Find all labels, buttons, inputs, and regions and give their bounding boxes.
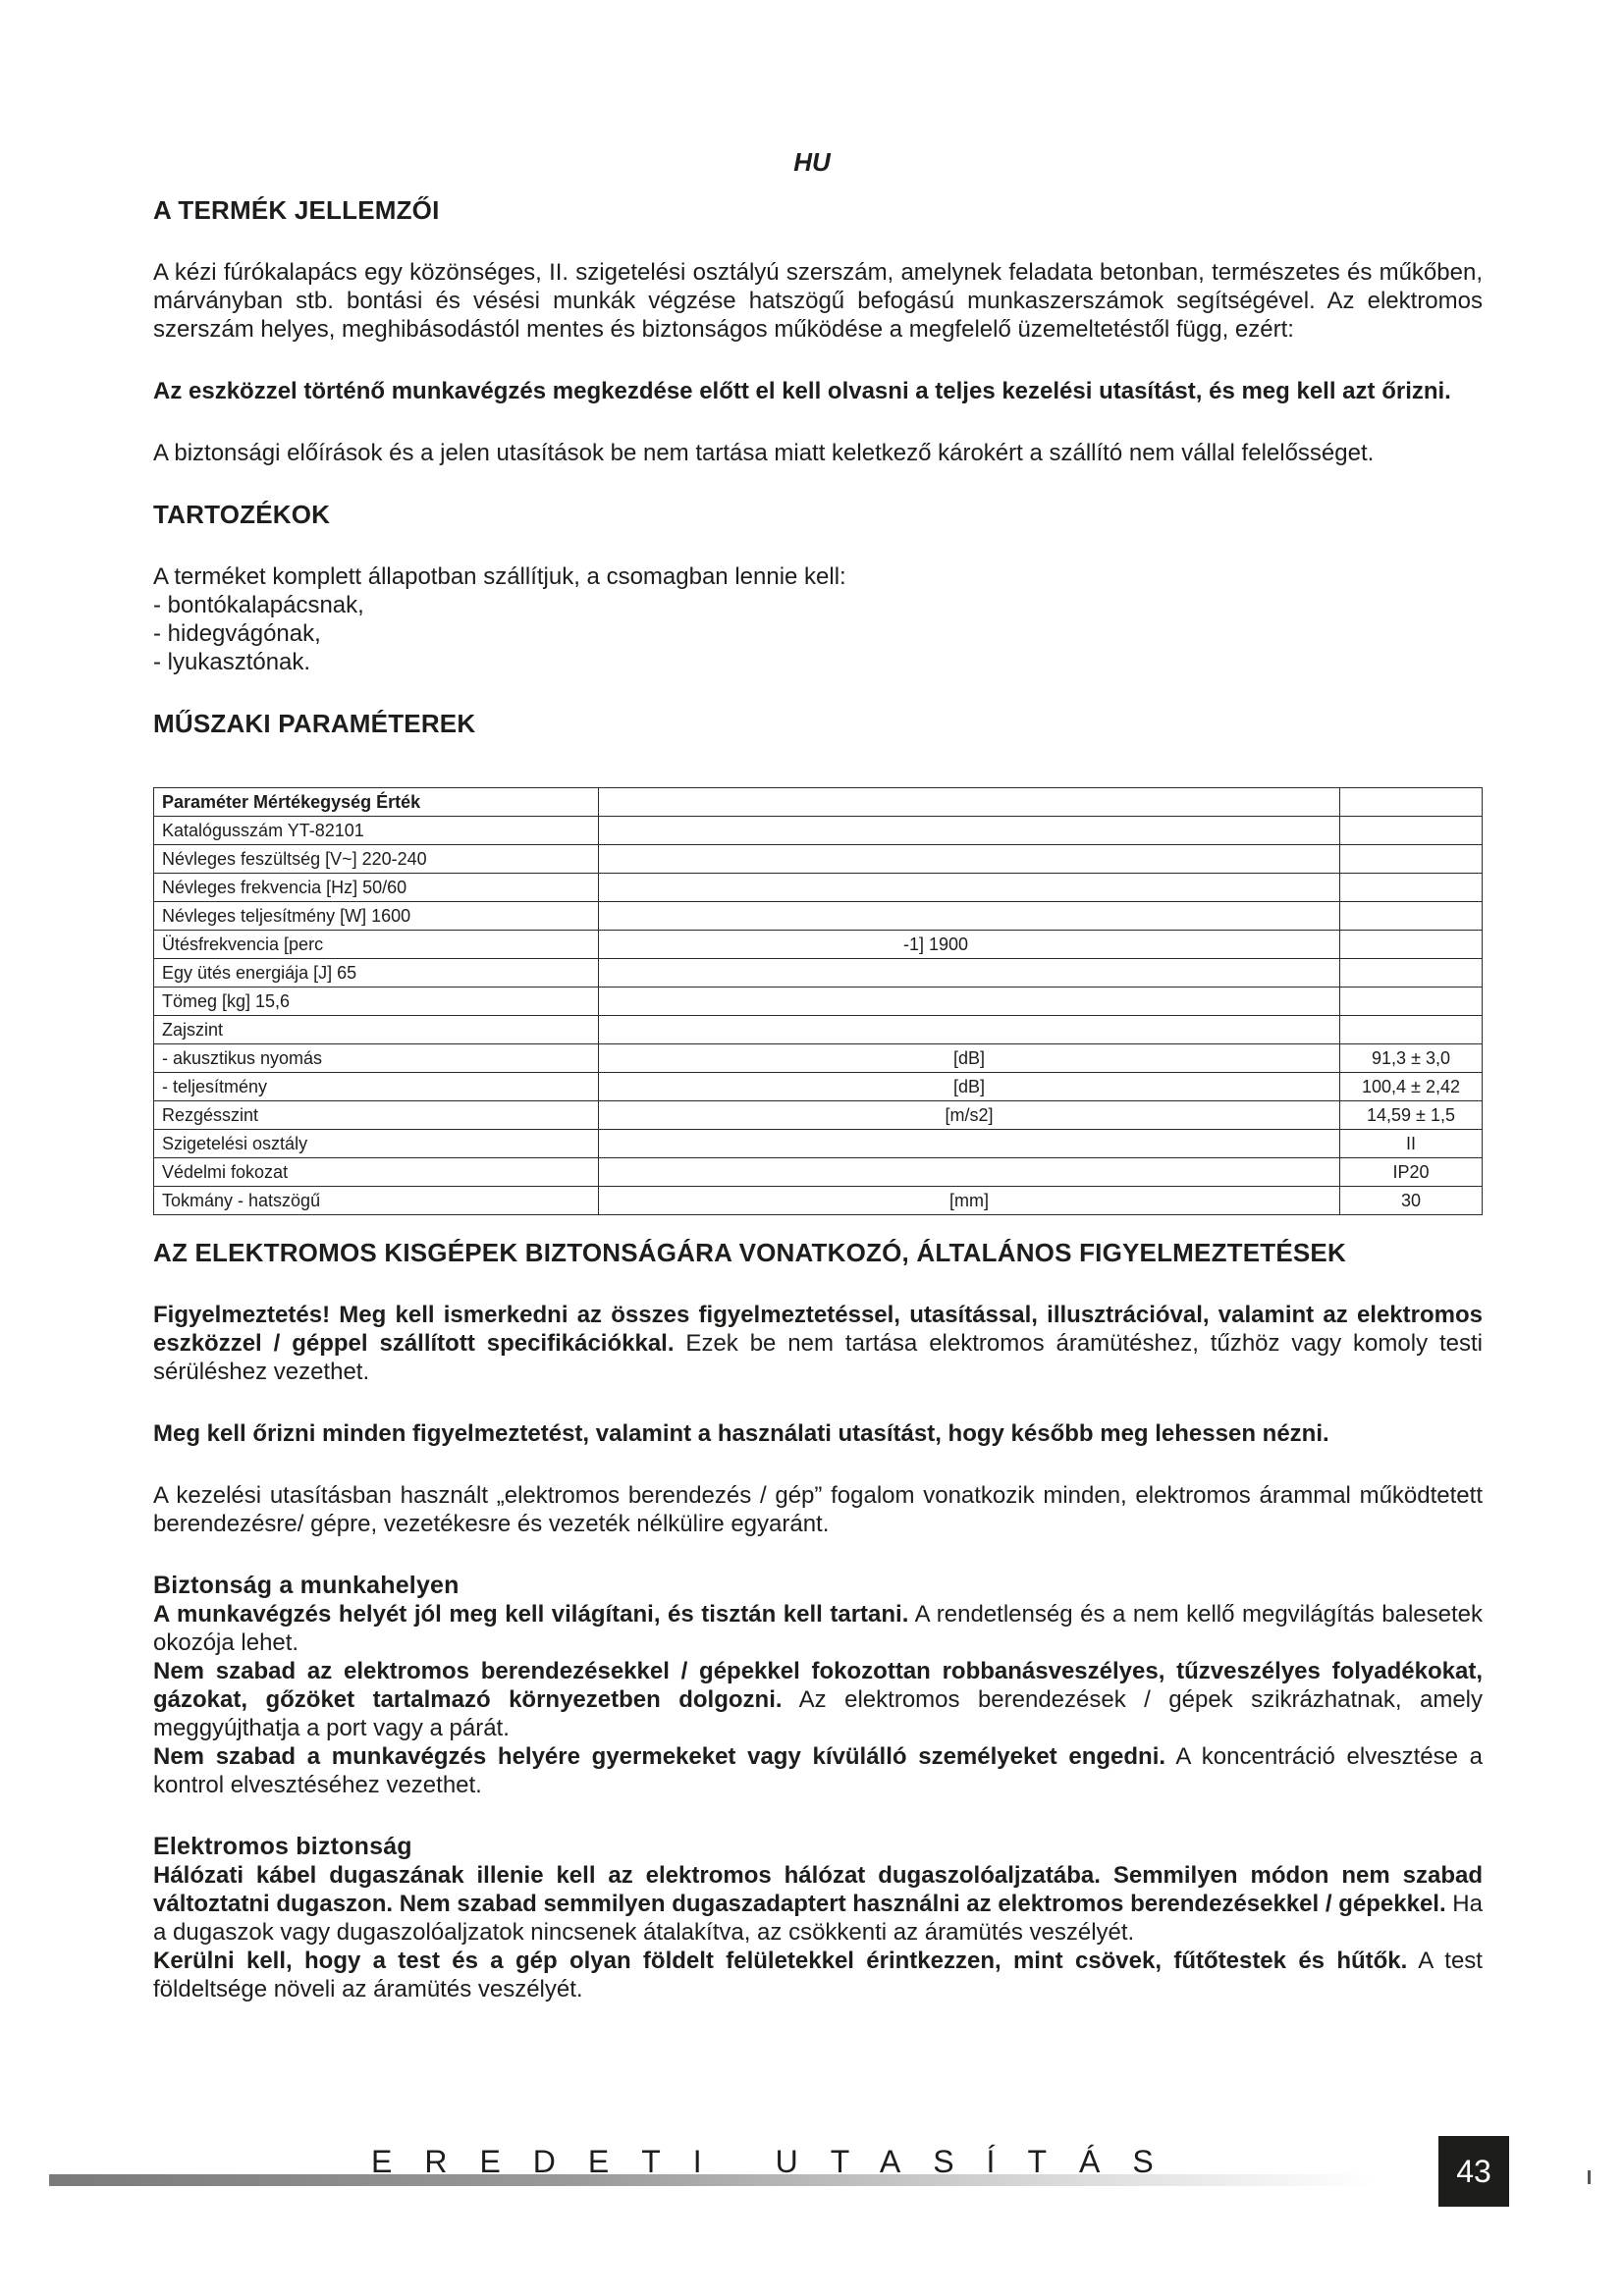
table-cell: 100,4 ± 2,42 (1340, 1073, 1483, 1101)
electrical-text: Ha a dugaszok vagy dugaszolóaljzatok nincsenek átalakítva, az csökkenti az áramütés veszélyét. (153, 1891, 1483, 1946)
table-cell (599, 1130, 1340, 1158)
table-cell: Katalógusszám YT-82101 (154, 817, 599, 845)
electrical-paragraph (153, 1947, 1483, 2003)
list-item: - lyukasztónak. (153, 649, 311, 675)
table-row (154, 1101, 1483, 1130)
section-title-parameters: MŰSZAKI PARAMÉTEREK (153, 709, 476, 738)
table-cell (599, 988, 1340, 1016)
table-cell: II (1340, 1130, 1483, 1158)
language-code: HU (793, 147, 831, 177)
section-title-accessories: TARTOZÉKOK (153, 500, 331, 529)
section-title-features: A TERMÉK JELLEMZŐI (153, 195, 440, 225)
footer-title: EREDETI UTASÍTÁS (371, 2144, 1186, 2179)
table-cell: Ütésfrekvencia [perc (154, 931, 599, 959)
table-cell: -1] 1900 (599, 931, 1340, 959)
table-cell (1340, 902, 1483, 931)
table-cell (1340, 931, 1483, 959)
table-cell: IP20 (1340, 1158, 1483, 1187)
table-cell: [mm] (599, 1187, 1340, 1215)
table-cell: Egy ütés energiája [J] 65 (154, 959, 599, 988)
table-cell: Zajszint (154, 1016, 599, 1044)
table-row (154, 1073, 1483, 1101)
table-cell: 91,3 ± 3,0 (1340, 1044, 1483, 1073)
table-row (154, 902, 1483, 931)
workplace-text: Az elektromos berendezések / gépek szikrázhatnak, amely meggyújthatja a port vagy a párát. (153, 1686, 1483, 1741)
table-row (154, 959, 1483, 988)
workplace-paragraph (153, 1600, 1483, 1657)
page-content (153, 196, 1483, 2003)
table-cell: Névleges frekvencia [Hz] 50/60 (154, 874, 599, 902)
table-cell (1340, 1016, 1483, 1044)
workplace-bold-text: Nem szabad az elektromos berendezésekkel / gépekkel fokozottan robbanásveszélyes, tűzveszélyes folyadékokat, gázokat, gőzöket tartalmazó környezetben dolgozni. (153, 1658, 1483, 1713)
table-cell: Névleges teljesítmény [W] 1600 (154, 902, 599, 931)
section-title-workplace-safety: Biztonság a munkahelyen (153, 1572, 460, 1599)
electrical-bold-text: Kerülni kell, hogy a test és a gép olyan földelt felületekkel érintkezzen, mint csövek, fűtőtestek és hűtők. (153, 1948, 1408, 1974)
workplace-text: A rendetlenség és a nem kellő megvilágítás balesetek okozója lehet. (153, 1601, 1483, 1656)
table-cell (1340, 988, 1483, 1016)
electrical-text: A test földeltsége növeli az áramütés veszélyét. (153, 1948, 1483, 2002)
table-cell: [dB] (599, 1073, 1340, 1101)
table-row (154, 1158, 1483, 1187)
parameters-table (153, 787, 1483, 1215)
workplace-bold-text: Nem szabad a munkavégzés helyére gyermekeket vagy kívülálló személyeket engedni. (153, 1743, 1166, 1770)
definition-paragraph: A kezelési utasításban használt „elektromos berendezés / gép” fogalom vonatkozik minden, elektromos árammal működtetett berendezésre/ gépre, vezetékesre és vezeték nélkülire egyaránt. (153, 1482, 1483, 1537)
read-instructions-notice: Az eszközzel történő munkavégzés megkezdése előtt el kell olvasni a teljes kezelési utasítást, és meg kell azt őrizni. (153, 378, 1451, 404)
table-cell (599, 1016, 1340, 1044)
workplace-paragraph (153, 1657, 1483, 1742)
table-row (154, 788, 1483, 817)
page-edge-mark (1588, 2170, 1591, 2184)
table-cell: Védelmi fokozat (154, 1158, 599, 1187)
table-row (154, 874, 1483, 902)
table-cell (599, 788, 1340, 817)
workplace-text: A koncentráció elvesztése a kontrol elvesztéséhez vezethet. (153, 1743, 1483, 1798)
table-cell (1340, 788, 1483, 817)
warning-bold-text: Figyelmeztetés! Meg kell ismerkedni az összes figyelmeztetéssel, utasítással, illusztrációval, valamint az elektromos eszközzel / géppel szállított specifikációkkal. (153, 1302, 1483, 1357)
table-row (154, 931, 1483, 959)
table-cell (1340, 845, 1483, 874)
table-cell (599, 845, 1340, 874)
table-cell: Paraméter Mértékegység Érték (154, 788, 599, 817)
table-cell (599, 959, 1340, 988)
table-cell: [m/s2] (599, 1101, 1340, 1130)
warning-text: Ezek be nem tartása elektromos áramütéshez, tűzhöz vagy komoly testi sérüléshez vezethet. (153, 1330, 1483, 1385)
table-cell: Tokmány - hatszögű (154, 1187, 599, 1215)
table-cell: [dB] (599, 1044, 1340, 1073)
table-row (154, 988, 1483, 1016)
table-cell: Névleges feszültség [V~] 220-240 (154, 845, 599, 874)
features-paragraph: A kézi fúrókalapács egy közönséges, II. szigetelési osztályú szerszám, amelynek feladata betonban, természetes és műkőben, márványban stb. bontási és vésési munkák végzése hatszögű befogású munkaszerszámok segítségével. Az elektromos szerszám helyes, meghibásodástól mentes és biztonságos működése a megfelelő üzemeltetéstől függ, ezért: (153, 259, 1483, 343)
table-row (154, 1016, 1483, 1044)
table-cell: Rezgésszint (154, 1101, 599, 1130)
table-cell: - akusztikus nyomás (154, 1044, 599, 1073)
list-item: - bontókalapácsnak, (153, 592, 364, 618)
page-number: 43 (1438, 2136, 1509, 2207)
table-row (154, 1187, 1483, 1215)
table-cell: Tömeg [kg] 15,6 (154, 988, 599, 1016)
accessories-list (153, 562, 1483, 676)
workplace-bold-text: A munkavégzés helyét jól meg kell világítani, és tisztán kell tartani. (153, 1601, 909, 1628)
liability-paragraph: A biztonsági előírások és a jelen utasítások be nem tartása miatt keletkező károkért a szállító nem vállal felelősséget. (153, 440, 1375, 466)
table-cell (599, 1158, 1340, 1187)
workplace-paragraph (153, 1742, 1483, 1799)
table-cell (1340, 874, 1483, 902)
warning-paragraph (153, 1301, 1483, 1386)
table-row (154, 817, 1483, 845)
table-cell (599, 902, 1340, 931)
section-title-electrical-safety: Elektromos biztonság (153, 1833, 412, 1860)
table-cell (599, 874, 1340, 902)
table-cell: 14,59 ± 1,5 (1340, 1101, 1483, 1130)
table-cell (1340, 959, 1483, 988)
table-cell: - teljesítmény (154, 1073, 599, 1101)
table-row (154, 845, 1483, 874)
list-item: - hidegvágónak, (153, 620, 321, 647)
table-cell (599, 817, 1340, 845)
keep-warnings-notice: Meg kell őrizni minden figyelmeztetést, valamint a használati utasítást, hogy később meg lehessen nézni. (153, 1420, 1329, 1447)
table-cell: 30 (1340, 1187, 1483, 1215)
table-cell: Szigetelési osztály (154, 1130, 599, 1158)
electrical-bold-text: Hálózati kábel dugaszának illenie kell az elektromos hálózat dugaszolóaljzatába. Semmilyen módon nem szabad változtatni dugaszon. Nem szabad semmilyen dugaszadaptert használni az elektromos berendezésekkel / gépekkel. (153, 1862, 1483, 1917)
accessories-intro: A terméket komplett állapotban szállítjuk, a csomagban lennie kell: (153, 563, 846, 590)
table-row (154, 1044, 1483, 1073)
electrical-paragraph (153, 1861, 1483, 1947)
table-row (154, 1130, 1483, 1158)
table-cell (1340, 817, 1483, 845)
section-title-general-warnings: AZ ELEKTROMOS KISGÉPEK BIZTONSÁGÁRA VONATKOZÓ, ÁLTALÁNOS FIGYELMEZTETÉSEK (153, 1238, 1346, 1267)
